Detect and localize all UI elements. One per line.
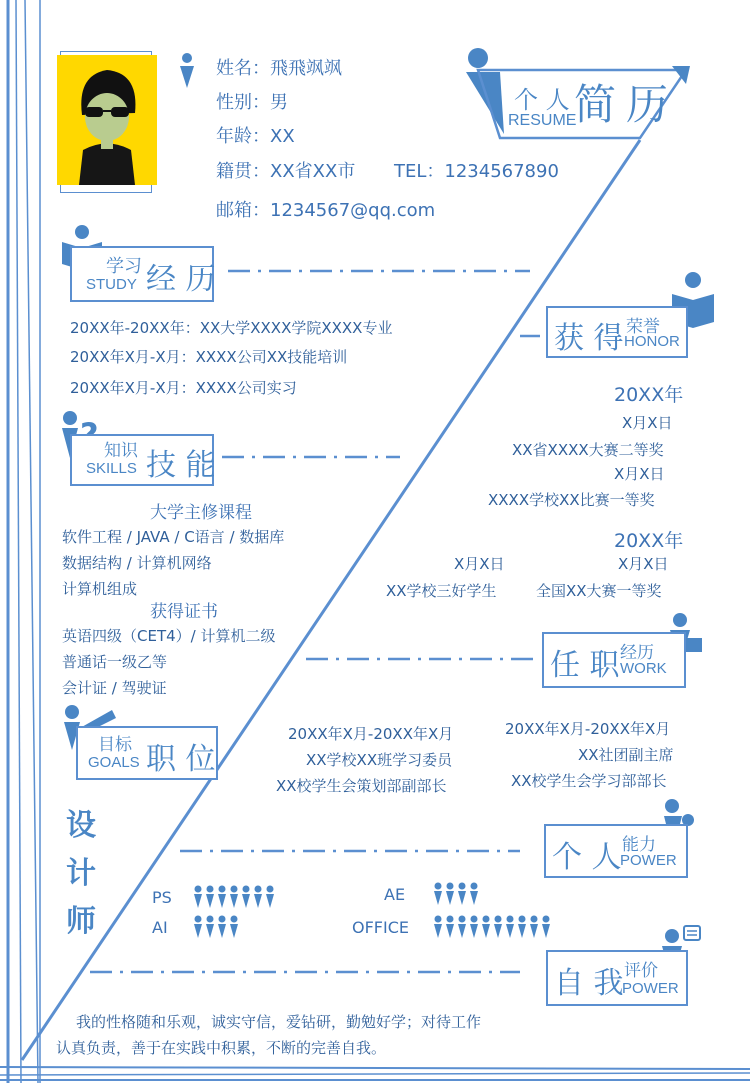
skill-level-person-icon — [434, 916, 442, 939]
skill-level-person-icon — [266, 886, 274, 909]
honor-date-2: X月X日 — [614, 465, 665, 483]
work-col1-date: 20XX年X月-20XX年X月 — [288, 725, 454, 743]
skill-level-person-icon — [542, 916, 550, 939]
work-col1-role1: XX学校XX班学习委员 — [306, 751, 453, 769]
goals-cn-small: 目标 — [98, 735, 132, 755]
skill-level-person-icon — [218, 886, 226, 909]
honor-date-4: X月X日 — [618, 555, 669, 573]
evaluation-cn-big: 自 我 — [554, 966, 624, 1001]
evaluation-line-1: 我的性格随和乐观，诚实守信，爱钻研，勤勉好学；对待工作 — [76, 1013, 482, 1031]
honor-year-1: 20XX年 — [614, 384, 684, 406]
honor-cn-big: 获 得 — [554, 321, 624, 356]
skill-level-person-icon — [518, 916, 526, 939]
skill-level-person-icon — [230, 916, 238, 939]
course-line-3: 计算机组成 — [62, 580, 138, 598]
title-en: RESUME — [508, 112, 577, 129]
skill-level-ai — [193, 914, 241, 944]
power-cn-big: 个 人 — [552, 840, 622, 875]
skill-level-person-icon — [446, 916, 454, 939]
evaluation-cn-small: 评价 — [624, 961, 658, 981]
honor-award-3: XX学校三好学生 — [386, 582, 497, 600]
skill-level-person-icon — [218, 916, 226, 939]
work-col2-date: 20XX年X月-20XX年X月 — [505, 720, 671, 738]
course-line-1: 软件工程 / JAVA / C语言 / 数据库 — [62, 528, 285, 546]
skill-level-person-icon — [194, 916, 202, 939]
profile-gender: 性别：男 — [216, 92, 288, 113]
skill-name-ps: PS — [152, 888, 172, 907]
honor-cn-small: 荣誉 — [626, 317, 660, 337]
study-cn-small: 学习 — [106, 256, 142, 277]
skill-level-person-icon — [482, 916, 490, 939]
avatar — [57, 55, 157, 185]
skills-cn-small: 知识 — [104, 441, 138, 461]
skill-name-office: OFFICE — [352, 918, 409, 937]
work-col1-role2: XX校学生会策划部副部长 — [276, 777, 447, 795]
study-cn-big: 经 历 — [146, 262, 216, 297]
skill-level-person-icon — [458, 916, 466, 939]
power-en: POWER — [620, 852, 677, 869]
skill-level-person-icon — [530, 916, 538, 939]
skill-level-person-icon — [242, 886, 250, 909]
honor-en: HONOR — [624, 333, 680, 350]
course-line-2: 数据结构 / 计算机网络 — [62, 554, 212, 572]
goals-cn-big: 职 位 — [146, 742, 216, 777]
skill-level-office — [433, 914, 553, 944]
profile-email: 邮箱：1234567@qq.com — [216, 200, 436, 221]
cert-line-1: 英语四级（CET4）/ 计算机二级 — [62, 627, 276, 645]
designer-char-3: 师 — [66, 904, 96, 939]
skill-level-person-icon — [494, 916, 502, 939]
skill-level-person-icon — [206, 886, 214, 909]
skills-cn-big: 技 能 — [146, 448, 216, 483]
study-item-1: 20XX年-20XX年：XX大学XXXX学院XXXX专业 — [70, 319, 393, 337]
skill-name-ae: AE — [384, 885, 406, 904]
profile-origin: 籍贯：XX省XX市 — [216, 161, 356, 182]
person-marker-icon — [178, 52, 196, 92]
work-col2-role2: XX校学生会学习部部长 — [511, 772, 667, 790]
honor-date-3: X月X日 — [454, 555, 505, 573]
skill-level-ps — [193, 884, 277, 914]
honor-award-2: XXXX学校XX比赛一等奖 — [488, 491, 655, 509]
cert-line-3: 会计证 / 驾驶证 — [62, 679, 167, 697]
title-big-2: 历 — [626, 80, 669, 129]
skill-level-ae — [433, 881, 481, 911]
power-cn-small: 能力 — [622, 835, 656, 855]
skill-level-person-icon — [506, 916, 514, 939]
honor-award-4: 全国XX大赛一等奖 — [536, 582, 662, 600]
profile-tel: TEL：1234567890 — [394, 161, 559, 182]
courses-title: 大学主修课程 — [150, 503, 252, 523]
evaluation-en: POWER — [622, 980, 679, 997]
designer-char-2: 计 — [66, 856, 96, 891]
skills-en: SKILLS — [86, 460, 137, 477]
work-en: WORK — [620, 660, 667, 677]
study-en: STUDY — [86, 276, 137, 293]
work-col2-role1: XX社团副主席 — [578, 746, 674, 764]
evaluation-line-2: 认真负责，善于在实践中积累，不断的完善自我。 — [56, 1039, 387, 1057]
skill-level-person-icon — [230, 886, 238, 909]
honor-date-1: X月X日 — [622, 414, 673, 432]
profile-name: 姓名：飛飛飒飒 — [216, 58, 342, 79]
cert-line-2: 普通话一级乙等 — [62, 653, 168, 671]
honor-year-2: 20XX年 — [614, 530, 684, 552]
work-cn-big: 任 职 — [550, 648, 620, 683]
skill-level-person-icon — [470, 916, 478, 939]
skill-level-person-icon — [470, 883, 478, 906]
goals-en: GOALS — [88, 754, 140, 771]
skill-level-person-icon — [458, 883, 466, 906]
honor-award-1: XX省XXXX大赛二等奖 — [512, 441, 664, 459]
title-small: 个 人 — [514, 86, 570, 114]
skill-level-person-icon — [446, 883, 454, 906]
skill-level-person-icon — [206, 916, 214, 939]
study-item-2: 20XX年X月-X月：XXXX公司XX技能培训 — [70, 348, 348, 366]
skill-name-ai: AI — [152, 918, 168, 937]
title-big-1: 简 — [574, 80, 617, 129]
study-item-3: 20XX年X月-X月：XXXX公司实习 — [70, 379, 297, 397]
skill-level-person-icon — [194, 886, 202, 909]
skill-level-person-icon — [434, 883, 442, 906]
work-cn-small: 经历 — [620, 643, 654, 663]
designer-char-1: 设 — [66, 808, 96, 843]
skill-level-person-icon — [254, 886, 262, 909]
profile-age: 年龄：XX — [216, 126, 295, 147]
cert-title: 获得证书 — [150, 602, 218, 622]
